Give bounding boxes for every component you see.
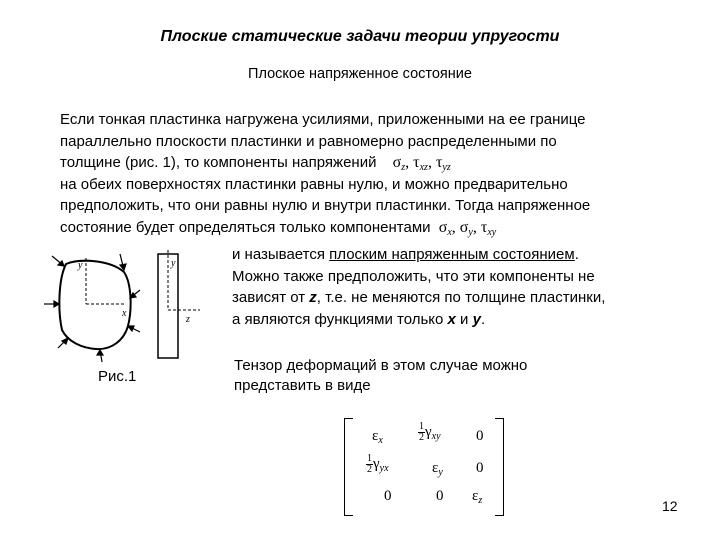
figure-caption: Рис.1 [98,368,137,385]
matrix-cell-32: 0 [436,488,444,504]
matrix-cell-21: $\frac{1}{2}$ $\gamma_{yx}$ [367,453,389,475]
stress-components-plane: $\sigma_x$, $\sigma_y$, $\tau_{xy}$ [438,218,497,238]
paragraph-line: Если тонкая пластинка нагружена усилиями, приложенными на ее границе [60,111,586,128]
paragraph-line: Можно также предположить, что эти компоненты не [232,267,595,285]
paragraph-line: параллельно плоскости пластинки и равномерно распределенными по [60,132,557,150]
paragraph-line [60,217,700,239]
label-x: x [122,308,127,319]
slide-subtitle: Плоское напряженное состояние [248,66,472,82]
plate-figure [40,250,210,365]
plate-contour [59,261,130,349]
label-z: z [186,314,190,325]
paragraph-intro [60,109,700,238]
slide-title: Плоские статические задачи теории упругости [160,28,560,45]
matrix-cell-13: 0 [476,428,484,444]
matrix-cell-33: $\varepsilon_z$ [472,488,483,506]
paragraph-line: и называется плоским напряженным состоянием. [232,246,579,263]
stress-components-zero: $\sigma_z$, $\tau_{xz}$, $\tau_{yz}$ [392,154,451,173]
paragraph-text: толщине (рис. 1), то компоненты напряжений [60,154,377,171]
matrix-cell-23: 0 [476,460,484,476]
paragraph-line: представить в виде [234,377,371,394]
matrix-cell-11: $\varepsilon_x$ [372,428,383,446]
paragraph-text: состояние будет определяться только компонентами [60,218,431,236]
matrix-right-bracket [495,418,504,516]
paragraph-strain-tensor [234,356,527,396]
term-plane-stress: плоским напряженным состоянием [329,246,575,263]
paragraph-line [60,152,700,174]
paragraph-line: на обеих поверхностях пластинки равны нулю, и можно предварительно [60,175,568,193]
matrix-cell-31: 0 [384,488,392,504]
strain-tensor-matrix [344,418,504,514]
matrix-cell-22: $\varepsilon_y$ [432,460,443,478]
matrix-left-bracket [344,418,353,516]
paragraph-line: предположить, что они равны нулю и внутри пластинки. Тогда напряженное [60,197,591,214]
label-y-right: y [171,258,176,269]
label-y-left: y [78,260,83,271]
page-number: 12 [662,498,678,514]
paragraph-line: Тензор деформаций в этом случае можно [234,357,528,374]
matrix-cell-12: $\frac{1}{2}$ $\gamma_{xy}$ [419,421,441,443]
paragraph-line: зависят от z, т.е. не меняются по толщине пластинки, [232,289,606,306]
paragraph-definition [232,244,702,330]
paragraph-line: а являются функциями только x и y. [232,310,486,328]
